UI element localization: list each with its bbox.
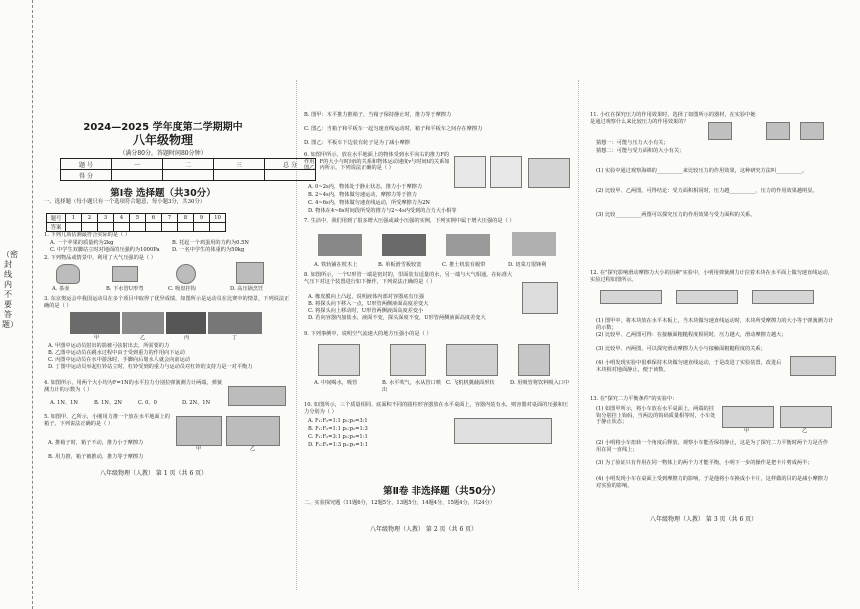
option: B. 托起一个鸡蛋用的力约为0.5N [172,240,249,246]
answer-header-cell: 题号 [47,214,66,223]
image-label: 甲 [744,428,750,434]
option: C. 4~6s内，物体做匀速直线运动，所受摩擦力为2N [308,200,430,206]
option: B. 图甲：木平推力推箱子，当箱子保持静止时，推力等于摩擦力 [304,112,452,118]
balance-card-image [780,406,832,428]
score-cell: 题 号 [61,159,112,170]
question-11: 11. 小红在探究压力的作用效果时，选择了如图所示的器材，在实验中她是通过观察什么来比较压力的作用效果的？ [590,112,756,125]
answer-header-cell: 4 [114,214,130,223]
option: D. F₁:F₂=1:3 p₁:p₂=1:1 [308,442,368,448]
page-footer: 八年级物理（人教） 第 2 页（共 6 页） [370,526,478,533]
answer-cell[interactable] [162,223,178,232]
improved-setup-image [790,356,836,376]
image-label: A. 中间喝水，吸管 [314,380,358,386]
option: B. 用力推，箱子被推动，推力等于摩擦力 [48,454,144,460]
exam-note: （满分80分，答题时间80分钟） [119,150,207,157]
exam-subject: 八年级物理 [132,133,193,147]
section2-title: 第Ⅱ卷 非选择题（共50分） [383,486,501,497]
image-label: A. 铁轨铺在枕木上 [314,262,358,268]
option: A. F₁:F₂=1:1 p₁:p₂=3:1 [308,418,368,424]
score-cell: 总 分 [265,159,316,170]
question-1: 1. 下列几项估测最符合实际的是（ ） [44,232,131,238]
blow-tube-image [390,344,426,376]
image-label: D. 用吸管将饮料吸入口中 [510,380,570,386]
balance-cart-image [722,406,774,428]
snowboard-photo [382,234,426,256]
section1-instruction: 一、选择题（每小题只有一个选项符合题意，每小题3分，共30分） [44,199,206,205]
diving-photo [122,312,164,334]
answer-cell[interactable] [130,223,146,232]
sub-question: (3) 为了验证只有作用在同一物体上的两个力才能平衡，小明下一步的操作是把卡片剪成两半； [596,460,813,466]
score-cell: 得 分 [61,170,112,181]
question-6: 6. 如图甲所示，放在水平地面上的物体受到水平向右的推力F的作用，F的大小与时间t的关系和物体运动速度v与时间t的关系如图乙、丙所示，下列说法正确的是（ ） [304,152,450,172]
suction-hook-image [176,264,196,284]
sub-question: (1) 实验中通过观察海绵的__________来比较压力的作用效果，这种研究方法叫__________。 [596,168,808,174]
option: B. F₁:F₂=1:1 p₁:p₂=1:3 [308,426,368,432]
binding-margin [0,0,33,609]
wing-image [446,344,498,376]
bulldozer-photo [446,234,490,256]
image-label: D. 高压锅烹饪 [230,286,264,292]
option: C. 中学生双脚站立时对地面的压强约为1000Pa [50,247,160,253]
spring-scale-image [228,386,286,406]
question-2: 2. 下列物品或情景中，利用了大气压强的是（ ） [44,255,156,261]
sub-question: (3) 比较__________两图可以探究压力的作用效果与受力面积的关系。 [596,212,756,218]
section2-instruction: 二、实验探究题（11题6分，12题5分，13题5分，14题4分，15题4分，共24分） [304,500,495,506]
image-label: 乙 [140,335,146,341]
score-cell[interactable] [214,170,265,181]
binding-notice: （密封线内不要答题） [2,250,18,329]
option: D. 一名中学生的体重约为50kg [172,247,245,253]
image-label: 乙 [802,428,808,434]
score-table [60,158,316,181]
score-cell: 一 [112,159,163,170]
sink-image [112,266,138,282]
option: B. 2~4s内，物体做匀速运动，摩擦力等于推力 [308,192,417,198]
containers-image [454,418,552,444]
weightlifting-photo [208,312,262,334]
pressure-cooker-image [236,262,264,284]
image-label: A. 茶壶 [52,286,70,292]
option: B. 将探头向下移入一点，U形管两侧液面高度差变大 [308,301,429,307]
section1-title: 第Ⅰ卷 选择题（共30分） [110,188,216,199]
answer-header-cell: 10 [210,214,226,223]
answer-cell[interactable] [114,223,130,232]
option: D. 丁图中运动员举起杠铃站立时，杠铃受到的重力与运动员对杠铃的支持力是一对平衡力 [48,364,253,370]
straw-image [318,344,360,376]
question-13: 13. 在"探究二力平衡条件"的实验中： [590,396,678,402]
page-footer: 八年级物理（人教） 第 3 页（共 6 页） [650,516,758,523]
answer-cell[interactable] [194,223,210,232]
image-label: 丁 [232,335,238,341]
answer-header-cell: 2 [82,214,98,223]
exam-title: 2024—2025 学年度第二学期期中 [83,122,243,133]
answer-cell[interactable] [178,223,194,232]
question-5: 5. 如图甲、乙所示，小刚用力推一个放在水平地面上的箱子，下列说法正确的是（ ） [44,414,170,427]
option: D. 若向容器内加盐水，液面不变，探头深度不变，U形管两侧液面高度差变大 [308,315,486,321]
option: C. 图乙：当箱子和平板车一起匀速直线运动时，箱子和平板车之间存在摩擦力 [304,126,483,132]
option: C. 将探头向上移动时，U形管两侧液面高度差变小 [308,308,424,314]
page-footer: 八年级物理（人教） 第 1 页（共 6 页） [100,470,208,477]
score-cell: 二 [163,159,214,170]
hypothesis: 猜想一：可能与压力大小有关； [596,140,669,146]
score-cell[interactable] [112,170,163,181]
friction-setup-image [676,290,738,304]
image-label: C. 推土机装有履带 [442,262,486,268]
answer-cell[interactable] [66,223,82,232]
score-cell: 三 [214,159,265,170]
answer-header-cell: 1 [66,214,82,223]
answer-row-label: 答案 [47,223,66,232]
sub-question: (2) 比较甲、乙两图可得：在接触面粗糙程度相同时，压力越大，滑动摩擦力越大； [596,332,787,338]
knife-photo [512,232,556,256]
option: A. 0~2s内，物体处于静止状态，推力小于摩擦力 [308,184,423,190]
option: A. 甲图中运动员射出的箭被弓弦射出去，所需要的力 [48,343,170,349]
option: C. F₁:F₂=3:1 p₁:p₂=1:1 [308,434,368,440]
answer-header-cell: 3 [98,214,114,223]
question-8: 8. 如图所示，一个U形管一端是密封的，里面装有适量的水，另一端与大气相通，在标准大气压下对这个装置进行如下操作，下列说法正确的是（ ） [304,272,513,285]
option: A. 一个苹果的质量约为2kg [50,240,114,246]
image-label: B. 水平吹气，水从管口喷出 [382,380,441,393]
option: A. 1N、1N [50,400,78,406]
option: C. 0、0 [138,400,157,406]
option: A. 橡皮膜向上凸起，说明液体内部对容器底有压强 [308,294,424,300]
image-label: B. 下水管U形弯 [106,286,144,292]
answer-cell[interactable] [98,223,114,232]
image-label: C. 飞机机翼截面形状 [446,380,495,386]
option: A. 推箱子时，箱子不动，推力小于摩擦力 [48,440,144,446]
hypothesis: 猜想二：可能与受力面积的大小有关； [596,148,685,154]
image-label: D. 切菜刀很锋利 [508,262,547,268]
answer-cell[interactable] [210,223,226,232]
answer-header-cell: 8 [178,214,194,223]
question-10: 10. 如图所示，三个质量相同、底面积不同的圆柱形容器放在水平桌面上，容器内装有水，则容器对桌面的压强和压力分别为（ ） [304,402,569,415]
image-label: B. 单板滑雪板较宽 [378,262,422,268]
answer-header-cell: 9 [194,214,210,223]
sponge-image [800,122,824,140]
friction-setup-image [600,290,662,304]
answer-cell[interactable] [146,223,162,232]
answer-table [46,213,226,232]
sub-question: (4) 小明发现实验中很难保持木块做匀速直线运动，于是改进了实验装置，改进后木块相对地面静止，便于读数。 [596,360,782,373]
sponge-image [766,122,790,140]
image-label: C. 吸盘挂钩 [168,286,196,292]
drinking-image [518,344,550,376]
u-tube-image [522,282,558,314]
question-9: 9. 下列事例中，说明空气流速大的地方压强小的是（ ） [304,331,432,337]
friction-setup-image [752,290,814,304]
score-cell[interactable] [163,170,214,181]
option: D. 图乙：平板车下边装有轮子是为了减小摩擦 [304,140,410,146]
page-divider [578,80,579,590]
option: B. 1N、2N [94,400,122,406]
page-divider [296,80,297,590]
railway-photo [318,234,362,256]
image-label: 甲 [94,335,100,341]
sub-question: (3) 比较甲、丙两图，可以探究滑动摩擦力大小与接触面粗糙程度的关系； [596,346,766,352]
option: C. 丙图中运动员在水中游泳时，手脚向后划水人就会向前运动 [48,357,190,363]
option: D. 物体在4~6s时间段所受的推力与2~4s内受到的合力大小相等 [308,208,457,214]
question-12: 12. 在"探究影响滑动摩擦力大小的因素"实验中，小明用弹簧测力计拉着木块在水平面上做匀速直线运动，实验过程如图所示。 [590,270,833,283]
answer-header-cell: 5 [130,214,146,223]
image-label: 甲 [196,446,202,452]
teapot-image [56,264,80,284]
archery-photo [70,312,120,334]
option: D. 2N、1N [182,400,211,406]
sub-question: (2) 比较甲、乙两图，可得结论：受力面积相同时，压力越__________，压力的作用效果越明显。 [596,188,818,194]
cart-box-image [226,416,280,446]
sub-question: (4) 小明发现小车在桌面上受到摩擦力的影响，于是他将小车换成小卡片，这样做的目的是减小摩擦力对实验的影响。 [596,476,829,489]
answer-header-cell: 6 [146,214,162,223]
answer-header-cell: 7 [162,214,178,223]
sub-question: (1) 如图甲所示，将小车放在水平桌面上，两端的挂钩分别挂上钩码，当两边的钩码质量相等时，小车处于静止状态； [596,406,716,426]
image-label: 丙 [184,335,190,341]
sub-question: (1) 图甲中，将木块放在水平木板上，当木块做匀速直线运动时，木块所受摩擦力的大小等于弹簧测力计的示数； [596,318,834,331]
sub-question: (2) 小明将小车扭转一个角度后释放，观察小车能否保持静止，这是为了探究二力平衡时两个力是否作用在同一直线上； [596,440,829,453]
swimming-photo [166,312,206,334]
push-box-image [176,416,222,446]
image-label: 乙 [250,446,256,452]
question-3: 3. 东京奥运会中我国运动员在多个项目中取得了优异成绩，如图所示是运动员在比赛中的情景，下列说法正确的是（ ） [44,296,290,309]
sponge-image [708,122,732,140]
question-4: 4. 如图所示，用两个大小均为F=1N的水平拉力分别拉弹簧测力计两端，弹簧测力计的示数为（ ） [44,380,223,393]
answer-cell[interactable] [82,223,98,232]
option: B. 乙图中运动员在跳水过程中由于受到重力的作用向下运动 [48,350,185,356]
question-7: 7. 生活中，我们用到了很多增大压强或减小压强的实例，下列实例中属于增大压强的是（ ） [304,218,515,224]
